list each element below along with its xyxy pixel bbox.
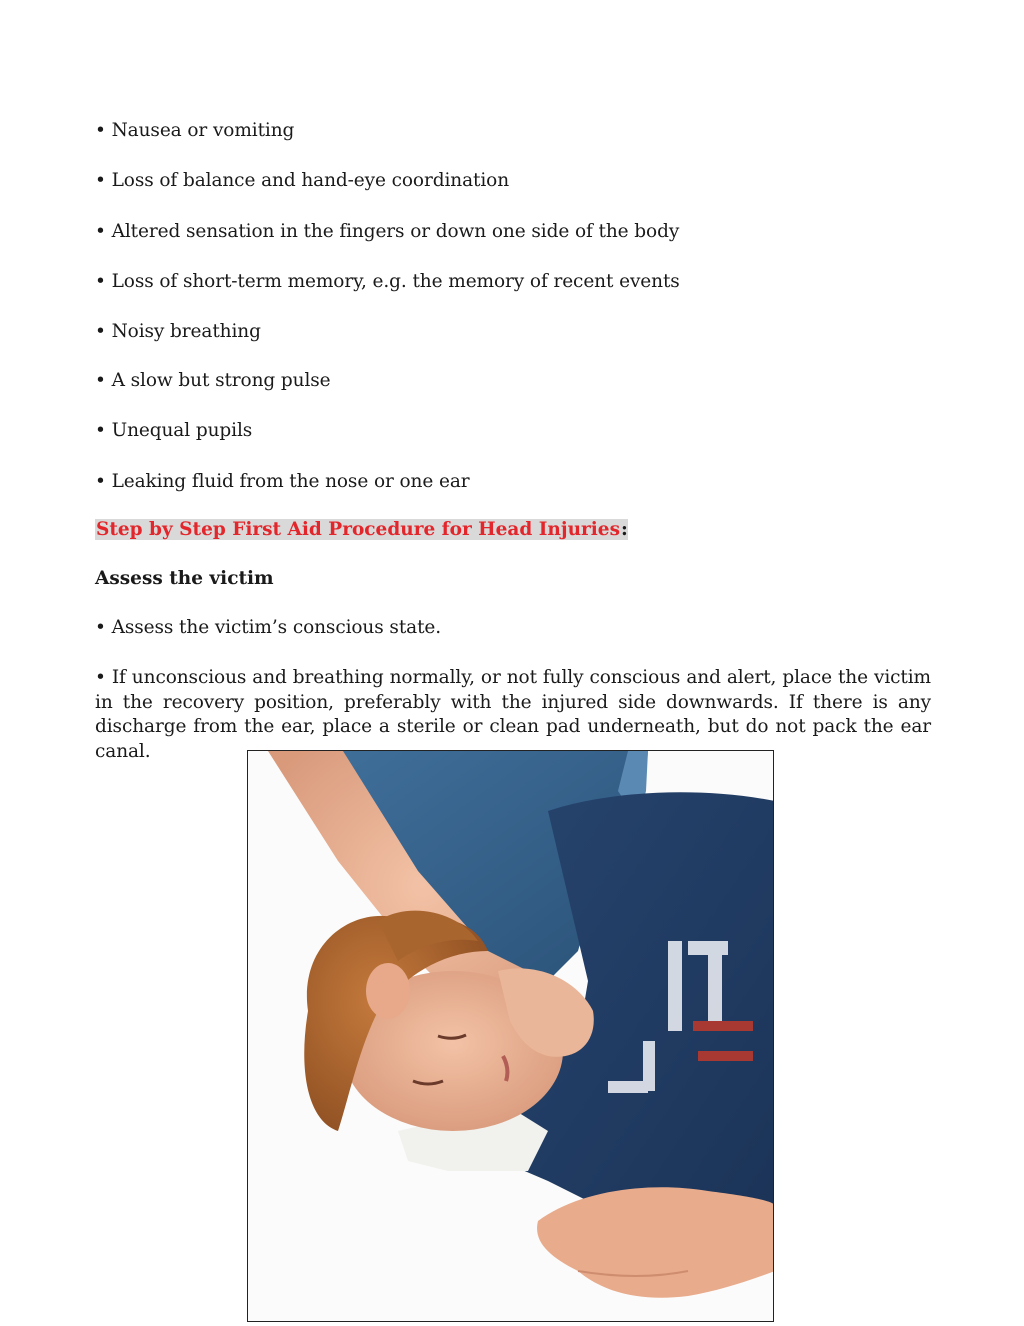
section-heading-colon: :	[620, 519, 628, 540]
symptom-bullet-balance: • Loss of balance and hand-eye coordination	[95, 170, 510, 191]
symptom-bullet-fluid: • Leaking fluid from the nose or one ear	[95, 471, 470, 492]
symptom-bullet-pupils: • Unequal pupils	[95, 420, 253, 441]
recovery-position-illustration	[248, 751, 774, 1322]
recovery-position-photo	[247, 750, 774, 1322]
symptom-bullet-sensation: • Altered sensation in the fingers or down one side of the body	[95, 221, 680, 242]
symptom-bullet-memory: • Loss of short-term memory, e.g. the memory of recent events	[95, 271, 680, 292]
subheading-assess-victim: Assess the victim	[95, 568, 274, 589]
assess-bullet: • Assess the victim’s conscious state.	[95, 617, 442, 638]
section-heading	[95, 518, 628, 542]
symptom-bullet-breathing: • Noisy breathing	[95, 321, 261, 342]
recovery-position-paragraph: • If unconscious and breathing normally, or not fully conscious and alert, place the victim in the recovery position, preferably with the injured side downwards. If there is any discharge from the ear, place a sterile or clean pad underneath, but do not pack the ear canal.	[95, 667, 931, 762]
symptom-bullet-nausea: • Nausea or vomiting	[95, 120, 295, 141]
section-heading-text: Step by Step First Aid Procedure for Head Injuries	[96, 519, 620, 540]
symptom-bullet-pulse: • A slow but strong pulse	[95, 370, 331, 391]
